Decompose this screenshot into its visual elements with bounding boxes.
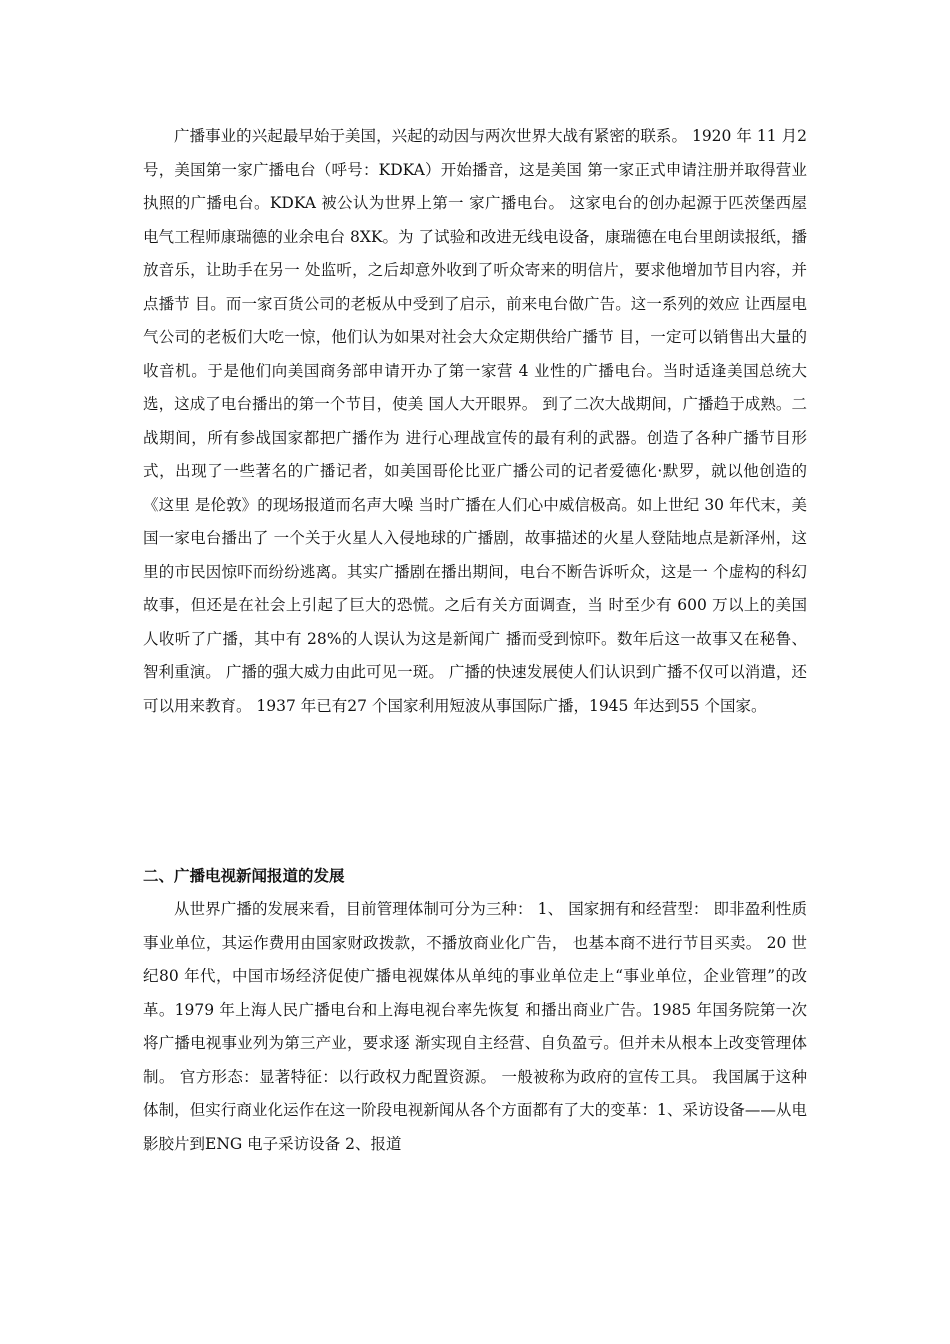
paragraph-broadcast-history: 广播事业的兴起最早始于美国，兴起的动因与两次世界大战有紧密的联系。 1920 年 11 月2 号，美国第一家广播电台（呼号：KDKA）开始播音，这是美国 第一家正式申请注册并取得营业执照的广播电台。KDKA 被公认为世界上第一 家广播电台。 这家电台的创办起源于匹茨堡西屋电气工程师康瑞德的业余电台 8XK。为 了试验和改进无线电设备，康瑞德在电台里朗读报纸，播放音乐，让助手在另一 处监听，之后却意外收到了听众寄来的明信片，要求他增加节目内容，并点播节 目。而一家百货公司的老板从中受到了启示，前来电台做广告。这一系列的效应 让西屋电气公司的老板们大吃一惊，他们认为如果对社会大众定期供给广播节 目，一定可以销售出大量的收音机。于是他们向美国商务部申请开办了第一家营 4 业性的广播电台。当时适逢美国总统大选，这成了电台播出的第一个节目，使美 国人大开眼界。 到了二次大战期间，广播趋于成熟。二战期间，所有参战国家都把广播作为 进行心理战宣传的最有利的武器。创造了各种广播节目形式，出现了一些著名的广播记者，如美国哥伦比亚广播公司的记者爱德化·默罗，就以他创造的《这里 是伦敦》的现场报道而名声大噪 当时广播在人们心中威信极高。如上世纪 30 年代末，美国一家电台播出了 一个关于火星人入侵地球的广播剧，故事描述的火星人登陆地点是新泽州，这里的市民因惊吓而纷纷逃离。其实广播剧在播出期间，电台不断告诉听众，这是一 个虚构的科幻故事，但还是在社会上引起了巨大的恐慌。之后有关方面调查，当 时至少有 600 万以上的美国人收听了广播，其中有 28%的人误认为这是新闻广 播而受到惊吓。数年后这一故事又在秘鲁、智利重演。 广播的强大威力由此可见一斑。 广播的快速发展使人们认识到广播不仅可以消遣，还可以用来教育。 1937 年已有27 个国家利用短波从事国际广播，1945 年达到55 个国家。 <box>143 127 807 715</box>
paragraph-management-systems: 从世界广播的发展来看，目前管理体制可分为三种： 1、 国家拥有和经营型： 即非盈利性质事业单位，其运作费用由国家财政拨款，不播放商业化广告， 也基本商不进行节目买卖。 20 世纪80 年代，中国市场经济促使广播电视媒体从单纯的事业单位走上“事业单位，企业管理”的改革。1979 年上海人民广播电台和上海电视台率先恢复 和播出商业广告。1985 年国务院第一次将广播电视事业列为第三产业，要求逐 渐实现自主经营、自负盈亏。但并未从根本上改变管理体制。 官方形态：显著特征：以行政权力配置资源。 一般被称为政府的宣传工具。 我国属于这种体制，但实行商业化运作在这一阶段电视新闻从各个方面都有了大的变革：1、采访设备——从电影胶片到ENG 电子采访设备 2、报道 <box>143 900 807 1153</box>
section-heading: 二、广播电视新闻报道的发展 <box>143 867 345 885</box>
